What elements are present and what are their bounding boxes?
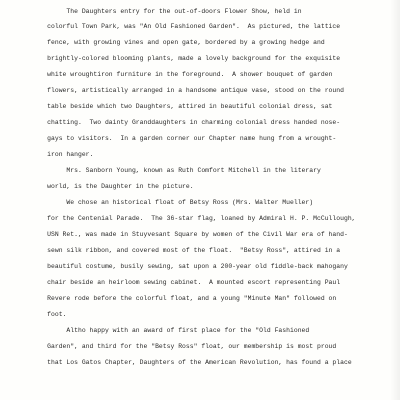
text-line-9: gays to visitors. In a garden corner our Chapter name hung from a wrought- — [24, 135, 337, 142]
text-line-22: Garden", and third for the "Betsy Ross" float, our membership is most proud — [24, 343, 337, 350]
text-line-7: table beside which two Daughters, attired in beautiful colonial dress, sat — [24, 103, 333, 110]
text-line-11: Mrs. Sanborn Young, known as Ruth Comfort Mitchell in the literary — [24, 167, 321, 174]
text-line-13: We chose an historical float of Betsy Ross (Mrs. Walter Mueller) — [24, 199, 314, 206]
text-line-5: white wroughtiron furniture in the foreground. A shower bouquet of garden — [24, 71, 333, 78]
text-line-4: brightly-colored blooming plants, made a lovely background for the exquisite — [24, 55, 341, 62]
text-line-10: iron hanger. — [24, 151, 94, 158]
text-line-17: beautiful costume, busily sewing, sat upon a 200-year old fiddle-back mahogany — [24, 263, 348, 270]
text-line-1: The Daughters entry for the out-of-doors Flower Show, held in — [24, 8, 302, 15]
text-line-14: for the Centenial Parade. The 36-star flag, loaned by Admiral H. P. McCullough, — [24, 215, 356, 222]
text-line-2: colorful Town Park, was "An Old Fashioned Garden". As pictured, the lattice — [24, 23, 341, 30]
text-line-3: fence, with growing vines and open gate, bordered by a growing hedge and — [24, 39, 325, 46]
text-line-15: USN Ret., was made in Stuyvesant Square by women of the Civil War era of hand- — [24, 231, 348, 238]
text-line-16: sewn silk ribbon, and covered most of the float. "Betsy Ross", attired in a — [24, 247, 341, 254]
text-line-19: Revere rode before the colorful float, and a young "Minute Man" followed on — [24, 295, 337, 302]
text-line-21: Altho happy with an award of first place for the "Old Fashioned — [24, 327, 310, 334]
text-line-8: chatting. Two dainty Granddaughters in charming colonial dress handed nose- — [24, 119, 341, 126]
text-line-18: chair beside an heirloom sewing cabinet. A mounted escort representing Paul — [24, 279, 341, 286]
text-line-6: flowers, artistically arranged in a handsome antique vase, stood on the round — [24, 87, 344, 94]
text-line-12: world, is the Daughter in the picture. — [24, 183, 194, 190]
text-line-20: foot. — [24, 311, 67, 318]
text-line-23: that Los Gatos Chapter, Daughters of the American Revolution, has found a place — [24, 359, 352, 366]
